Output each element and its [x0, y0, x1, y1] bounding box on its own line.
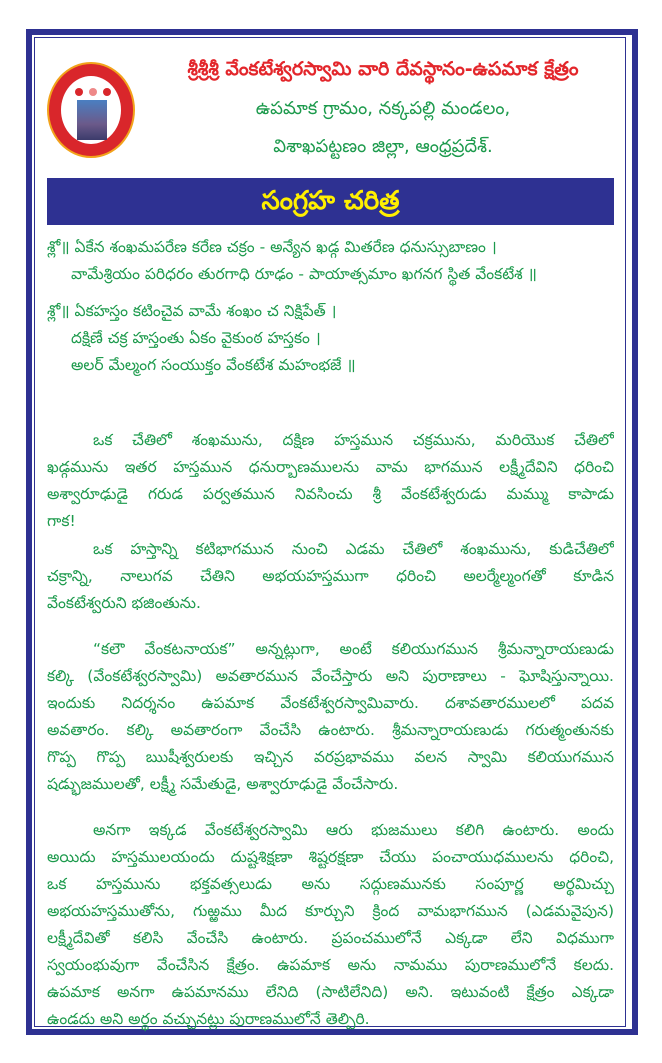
section-banner: సంగ్రహ చరిత్ర — [47, 178, 614, 225]
temple-title: శ్రీశ్రీశ్రీ వేంకటేశ్వరస్వామి వారి దేవస్థానం-ఉపమాక క్షేత్రం — [187, 58, 579, 80]
temple-seal-logo — [47, 62, 135, 158]
sloka-1 — [47, 234, 614, 288]
text-line: ఉండదు అని అర్థం వచ్చునట్లు పురాణములోనే తెల్పిరి. — [47, 1010, 370, 1028]
text-line: ఖడ్గమును ఇతర హస్తమున ధనుర్బాణములను వామ భాగమున లక్ష్మీదేవిని ధరించి — [47, 458, 614, 476]
text-line: గాక! — [47, 512, 76, 530]
sloka-line: శ్లో॥ ఏకేన శంఖమపరేణ కరేణ చక్రం - అన్యేన ఖడ్గ మితరేణ ధనుస్సుబాణం । — [47, 238, 497, 256]
sloka-2 — [47, 298, 614, 379]
paragraph-2 — [47, 536, 614, 617]
text-line: గొప్ప గొప్ప ఋషీశ్వరులకు ఇచ్చిన వరప్రభావము వలన స్వామి కలియుగమున — [47, 748, 614, 766]
text-line: అయిదు హస్తములయందు దుష్టశిక్షణా శిష్టరక్షణా చేయు పంచాయుధములను ధరించి, — [47, 848, 614, 866]
text-line: కల్కి (వేంకటేశ్వరస్వామి) అవతారమున వేంచేస్తారు అని పురాణాలు - ఘోషిస్తున్నాయి. — [47, 667, 614, 685]
text-line: “కలౌ వేంకటనాయక” అన్నట్లుగా, అంటే కలియుగమున శ్రీమన్నారాయణుడు — [93, 640, 614, 658]
address-line-1: ఉపమాక గ్రామం, నక్కపల్లి మండలం, — [255, 98, 511, 119]
text-line: అశ్వారూఢుడై గరుడ పర్వతమున నివసించు శ్రీ వేంకటేశ్వరుడు మమ్ము కాపాడు — [47, 485, 614, 503]
text-line: అభయహస్తముతోను, గుఱ్ఱము మీద కూర్చుని క్రింద వామభాగమున (ఎడమవైపున) — [47, 902, 614, 920]
address-line-2: విశాఖపట్టణం జిల్లా, ఆంధ్రప్రదేశ్. — [273, 136, 493, 157]
text-line: స్వయంభువుగా వేంచేసిన క్షేత్రం. ఉపమాక అను నామము పురాణములోనే కలదు. — [47, 956, 614, 974]
text-line: వేంకటేశ్వరుని భజింతును. — [47, 594, 201, 612]
sloka-line: వామేశ్రియం పరిధరం తురగాధి రూఢం - పాయాత్సమాం ఖగనగ స్థిత వేంకటేశ ॥ — [71, 265, 537, 283]
sloka-line: దక్షిణే చక్ర హస్తంతు ఏకం వైకుంఠ హస్తకం । — [71, 329, 321, 347]
sloka-line: అలర్ మేల్మంగ సంయుక్తం వేంకటేశ మహంభజే ॥ — [71, 356, 356, 374]
text-line: ఒక హస్తాన్ని కటిభాగమున నుంచి ఎడమ చేతిలో శంఖమును, కుడిచేతిలో — [93, 540, 614, 558]
paragraph-4 — [47, 817, 614, 1033]
text-line: ఒక హస్తమును భక్తవత్సలుడు అను సద్గుణమునకు సంపూర్ణ అర్థమిచ్చు — [47, 875, 614, 893]
text-line: చక్రాన్ని, నాలుగవ చేతిని అభయహస్తముగా ధరించి అలర్మేల్మంగతో కూడిన — [47, 567, 614, 585]
text-line: ఇందుకు నిదర్శనం ఉపమాక వేంకటేశ్వరస్వామివారు. దశావతారములలో పదవ — [47, 694, 614, 712]
text-line: అనగా ఇక్కడ వేంకటేశ్వరస్వామి ఆరు భుజములు కలిగి ఉంటారు. అందు — [93, 821, 614, 839]
paragraph-3 — [47, 636, 614, 798]
text-line: లక్ష్మీదేవితో కలిసి వేంచేసి ఉంటారు. ప్రపంచములోనే ఎక్కడా లేని విధముగా — [47, 929, 614, 947]
text-line: షడ్భుజములతో, లక్ష్మీ సమేతుడై, అశ్వారూఢుడై వేంచేసారు. — [47, 775, 399, 793]
text-line: అవతారం. కల్కి అవతారంగా వేంచేసి ఉంటారు. శ్రీమన్నారాయణుడు గరుత్మంతునకు — [47, 721, 614, 739]
sloka-line: శ్లో॥ ఏకహస్తం కటించైవ వామే శంఖం చ నిక్షిపేత్ । — [47, 302, 337, 320]
deity-image — [77, 100, 107, 140]
text-line: ఒక చేతిలో శంఖమును, దక్షిణ హస్తమున చక్రమును, మరియొక చేతిలో — [93, 431, 614, 449]
paragraph-1 — [47, 427, 614, 535]
text-line: ఉపమాక అనగా ఉపమానము లేనిది (సాటిలేనిది) అని. ఇటువంటి క్షేత్రం ఎక్కడా — [47, 983, 614, 1001]
